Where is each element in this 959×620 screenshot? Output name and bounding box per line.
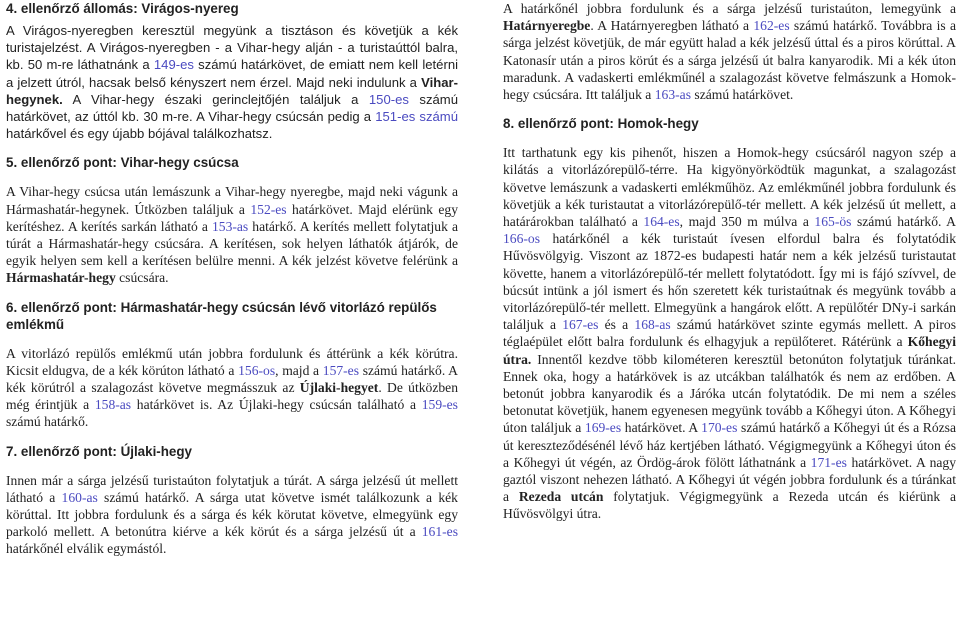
boundary-stone-number: 164-es <box>643 214 680 230</box>
boundary-stone-number: 169-es <box>584 420 622 436</box>
boundary-stone-number: 152-es <box>250 201 287 217</box>
boundary-stone-number: 170-es <box>701 420 738 436</box>
boundary-stone-number: 159-es <box>421 397 458 413</box>
right-column <box>503 0 956 523</box>
boundary-stone-number: 160-as <box>61 489 98 505</box>
section-5-heading: 5. ellenőrző pont: Vihar-hegy csúcsa <box>6 155 239 171</box>
boundary-stone-number: 153-as <box>211 218 249 234</box>
section-6-paragraph: A vitorlázó repülős emlékmű után jobbra fordulunk és áttérünk a kék körútra. Kicsit eldugva, de a kék körúton látható a 156-os, majd a 157-es számú határkő. A kék körútról a szalagozást követve megmásszuk az Újlaki-hegyet. De útközben még érintjük a 158-as határkövet is. Az Újlaki-hegy csúcsán található a 159-es számú határkő. <box>6 345 458 430</box>
boundary-stone-number: 165-ös <box>814 214 852 230</box>
boundary-stone-number: 156-os <box>238 362 276 378</box>
boundary-stone-number: 168-as <box>634 317 671 333</box>
boundary-stone-number: 171-es <box>810 454 847 470</box>
section-7-continuation-paragraph: A határkőnél jobbra fordulunk és a sárga jelzésű turistaúton, lemegyünk a Határnyeregbe. A Határnyeregben látható a 162-es számú határkő. Továbbra is a sárga jelzést követjük, de már együtt halad a kék jelzésű úttal és a piros körúttal. A Katonasír után a piros körút és a sárga jelzésű út balra kanyarodik. Mi a kék úton maradunk. A vadaskerti emlékműnél a szalagozást követve felmászunk a Homok-hegy csúcsára. Itt találjuk a 163-as számú határkövet. <box>503 1 956 103</box>
boundary-stone-number: 158-as <box>94 397 132 413</box>
boundary-stone-number: 161-es <box>421 524 458 540</box>
section-4-heading: 4. ellenőrző állomás: Virágos-nyereg <box>6 1 239 16</box>
section-7-paragraph: Innen már a sárga jelzésű turistaúton folytatjuk a túrát. A sárga jelzésű út mellett látható a 160-as számú határkő. A sárga utat követve ismét találkozunk a kék körúttal. Itt jobbra fordulunk és a sárga és kék körutat követve, elmegyünk egy parkoló mellett. A betonútra kiérve a kék körút és a sárga jelzésű út a 161-es határkőnél elválik egymástól. <box>6 472 458 557</box>
boundary-stone-number: 162-es <box>753 18 790 34</box>
boundary-stone-number: 163-as <box>654 87 691 103</box>
section-8-heading: 8. ellenőrző pont: Homok-hegy <box>503 116 699 132</box>
boundary-stone-number: 166-os <box>503 231 541 247</box>
left-column <box>6 0 458 558</box>
boundary-stone-number: 150-es <box>368 91 409 107</box>
section-5-paragraph: A Vihar-hegy csúcsa után lemászunk a Vihar-hegy nyeregbe, majd neki vágunk a Hármashatár-hegynek. Útközben találjuk a 152-es határkövet. Majd elérünk egy kerítéshez. A kerítés sarkán látható a 153-as határkő. A kerítés mellett folytatjuk a túrát a Hármashatár-hegy csúcsára. A kerítésen, sok helyen láthatók átjárók, de egyik helyen sem kell a kerítésen belülre menni. A kék jelzést követve felérünk a Hármashatár-hegy csúcsára. <box>6 184 458 286</box>
boundary-stone-number: 157-es <box>322 362 360 378</box>
section-4-paragraph: A Virágos-nyeregben keresztül megyünk a tisztáson és követjük a kék turistajelzést. A Virágos-nyeregben - a Vihar-hegy alján - a turistaúttól balra, kb. 50 m-re láthatnánk a 149-es számú határkövet, de emiatt nem kell letérni a jelzett útról, hacsak belső kényszert nem érzel. Majd neki indulunk a Vihar-hegynek. A Vihar-hegy északi gerinclejtőjén találjuk a 150-es számú határkövet, az úttól kb. 30 m-re. A Vihar-hegy csúcsán pedig a 151-es számú határkővel és egy újabb bójával találkozhatsz. <box>6 23 459 142</box>
boundary-stone-number: 149-es <box>153 57 194 73</box>
boundary-stone-number: 167-es <box>562 317 599 333</box>
section-8-paragraph: Itt tarthatunk egy kis pihenőt, hiszen a Homok-hegy csúcsáról nagyon szép a kilátás a vitorlázórepülő-térre. Ha kigyönyörködtük magunkat, a szalagozást követve lemászunk a vadaskerti emlékműhöz. Az emlékműnél jobbra fordulunk és követjük a kék turistautat a vitorlázórepülő-tér mellett. A kék jelzésű út mellett, a határárokban található a 164-es, majd 350 m múlva a 165-ös számú határkő. A 166-os határkőnél a kék turistaút ívesen elfordul balra és folytatódik Hűvösvölgyig. Viszont az 1872-es budapesti határ nem a kék jelzésű turistautat követte, hanem a vitorlázórepülő-tér mellett folytatódott. Így mi is fájó szívvel, de búcsút intünk a jól ismert és hőn szeretett kék turistaútnak és megyünk tovább a vitorlázórepülő-tér mellett. Elmegyünk a hangárok előtt. A repülőtér DNy-i sarkán találjuk a 167-es és a 168-as számú határkövet szinte egymás mellett. A piros téglaépület előtt balra fordulunk és elhagyjuk a repülőteret. Rátérünk a Kőhegyi útra. Innentől kezdve több kilométeren keresztül betonúton folytatjuk túránkat. Ennek oka, hogy a határkövek is az utcákban találhatók és nem az erdőben. A betonút jobbra kanyarodik és a Járóka utcán folytatódik. De mi nem a széles betonutat követjük, hanem egyenesen megyünk tovább a Kőhegyi úton. A Kőhegyi úton találjuk a 169-es határkövet. A 170-es számú határkő a Kőhegyi út és a Rózsa út kereszteződésénél lévő ház kertjében látható. Végigmegyünk a Kőhegyi úton és a Kőhegyi út végén, az Ördög-árok fölött láthatnánk a 171-es határkövet. A nagy gaztól viszont nehezen látható. A Kőhegyi út végén jobbra fordulunk és a túránkat a Rezeda utcán folytatjuk. Végigmegyünk a Rezeda utcán és kiérünk a Hűvösvölgyi útra. <box>503 145 957 522</box>
section-7-heading: 7. ellenőrző pont: Újlaki-hegy <box>6 443 193 459</box>
boundary-stone-number: 151-es számú <box>375 109 458 125</box>
section-6-heading: 6. ellenőrző pont: Hármashatár-hegy csúcsán lévő vitorlázó repülős emlékmű <box>6 299 437 332</box>
